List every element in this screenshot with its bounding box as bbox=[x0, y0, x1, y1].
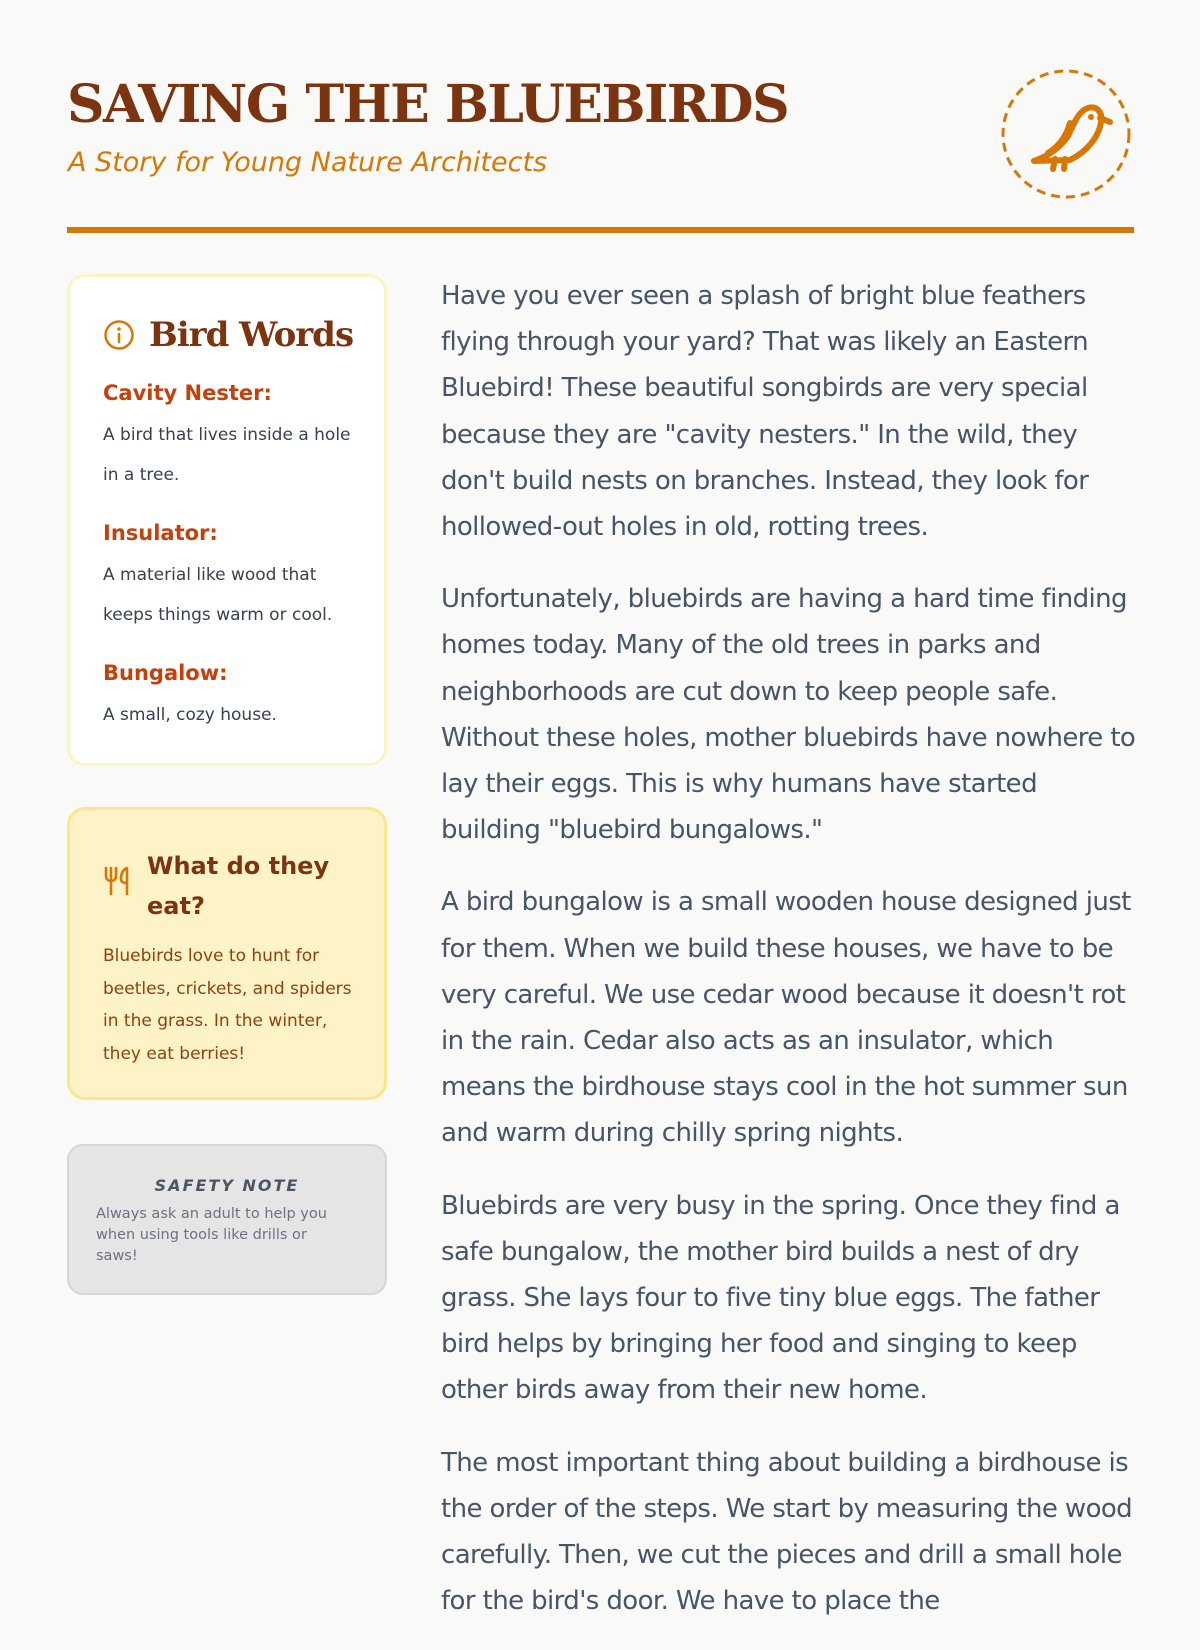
page-subtitle: A Story for Young Nature Architects bbox=[68, 147, 548, 178]
utensils-icon bbox=[103, 866, 133, 901]
safety-title: SAFETY NOTE bbox=[154, 1176, 300, 1195]
story-paragraph: Unfortunately, bluebirds are having a hard time finding homes today. Many of the old trees in parks and neighborhoods are cut down to keep people safe. Without these holes, mother bluebirds have nowhere to lay their eggs. This is why humans have started building "bluebird bungalows." bbox=[441, 584, 1136, 846]
header bbox=[67, 70, 1134, 235]
glossary-definition: A material like wood that keeps things warm or cool. bbox=[103, 565, 333, 625]
info-icon bbox=[103, 319, 135, 351]
diet-text: Bluebirds love to hunt for beetles, crickets, and spiders in the grass. In the winter, they eat berries! bbox=[103, 946, 352, 1064]
header-divider bbox=[67, 227, 1134, 233]
glossary-definition: A bird that lives inside a hole in a tree. bbox=[103, 425, 351, 485]
diet-title: What do they eat? bbox=[147, 852, 330, 920]
glossary-definition: A small, cozy house. bbox=[103, 705, 277, 725]
glossary-term: Bungalow: bbox=[103, 661, 228, 685]
glossary-term: Insulator: bbox=[103, 521, 218, 545]
story-paragraph: A bird bungalow is a small wooden house designed just for them. When we build these houses, we have to be very careful. We use cedar wood because it doesn't rot in the rain. Cedar also acts as an insulator, which means the birdhouse stays cool in the hot summer sun and warm during chilly spring nights. bbox=[441, 887, 1131, 1149]
glossary-card bbox=[67, 274, 387, 766]
glossary-term: Cavity Nester: bbox=[103, 381, 272, 405]
story-paragraph: The most important thing about building a birdhouse is the order of the steps. We start by measuring the wood carefully. Then, we cut the pieces and drill a small hole for the bird's door. We have to place the bbox=[441, 1447, 1133, 1617]
story-body bbox=[441, 273, 1138, 1650]
glossary-title: Bird Words bbox=[149, 315, 354, 355]
story-paragraph: Have you ever seen a splash of bright blue feathers flying through your yard? That was likely an Eastern Bluebird! These beautiful songbirds are very special because they are "cavity nesters." In the wild, they don't build nests on branches. Instead, they look for hollowed-out holes in old, rotting trees. bbox=[441, 281, 1089, 543]
safety-text: Always ask an adult to help you when using tools like drills or saws! bbox=[96, 1206, 327, 1264]
safety-card bbox=[67, 1144, 387, 1295]
story-paragraph: Bluebirds are very busy in the spring. Once they find a safe bungalow, the mother bird builds a nest of dry grass. She lays four to five tiny blue eggs. The father bird helps by bringing her food and singing to keep other birds away from their new home. bbox=[441, 1190, 1120, 1406]
diet-card bbox=[67, 807, 387, 1100]
page-title: SAVING THE BLUEBIRDS bbox=[67, 74, 789, 135]
bird-icon bbox=[1000, 68, 1132, 200]
